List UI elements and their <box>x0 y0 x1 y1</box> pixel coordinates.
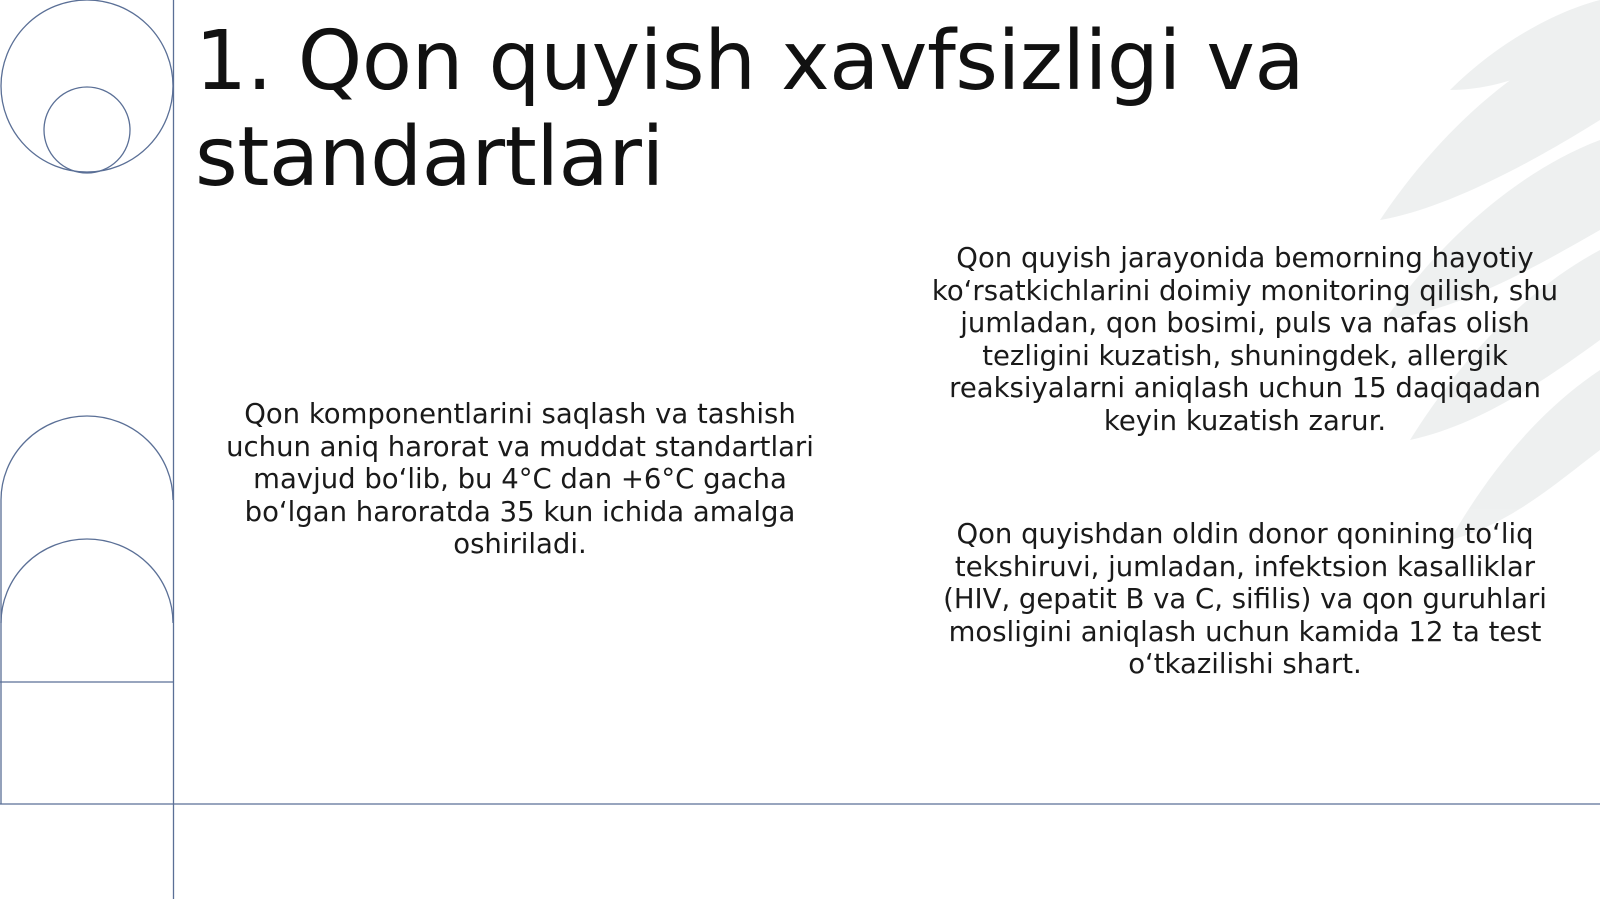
left-paragraph: Qon komponentlarini saqlash va tashish uchun aniq harorat va muddat standartlari mavjud bo‘lib, bu 4°C dan +6°C gacha bo‘lgan haroratda 35 kun ichida amalga oshiriladi. <box>226 398 814 560</box>
right-paragraph-monitoring: Qon quyish jarayonida bemorning hayotiy ko‘rsatkichlarini doimiy monitoring qilish, shu jumladan, qon bosimi, puls va nafas olish tezligini kuzatish, shuningdek, allergik reaksiyalarni aniqlash uchun 15 daqiqadan keyin kuzatish zarur. <box>931 242 1559 437</box>
slide-title: 1. Qon quyish xavfsizligi va standartlari <box>195 14 1305 205</box>
upper-arch <box>1 416 173 500</box>
small-circle <box>44 87 130 173</box>
large-circle <box>1 0 173 172</box>
right-paragraph-testing: Qon quyishdan oldin donor qonining to‘liq tekshiruvi, jumladan, infektsion kasalliklar (HIV, gepatit B va C, sifilis) va qon guruhlari mosligini aniqlash uchun kamida 12 ta test o‘tkazilishi shart. <box>943 518 1547 680</box>
lower-arch <box>1 539 173 623</box>
